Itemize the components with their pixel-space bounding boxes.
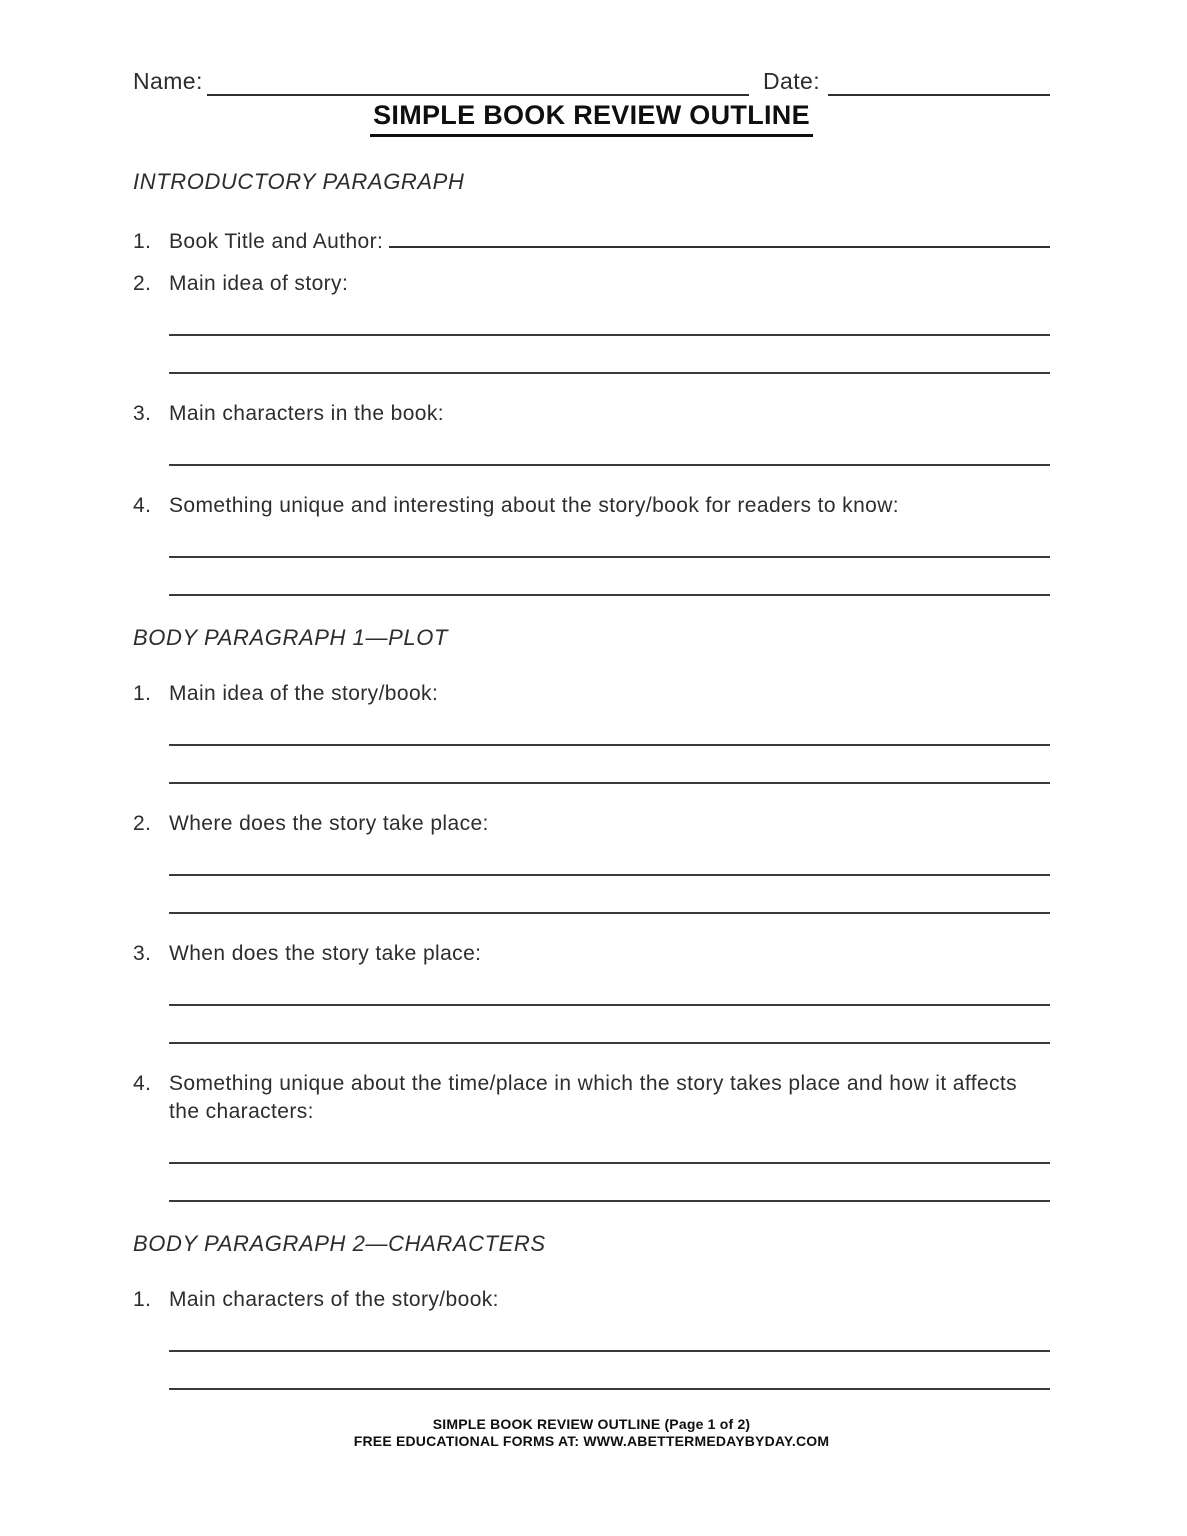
answer-blank-line (169, 1164, 1050, 1202)
form-item (133, 224, 1050, 256)
form-item (133, 400, 1050, 466)
item-number: 1. (133, 230, 152, 253)
item-number: 2. (133, 272, 152, 295)
answer-blank-line (169, 1006, 1050, 1044)
item-number: 2. (133, 812, 152, 835)
item-label: Main characters in the book: (169, 402, 445, 425)
item-label: Something unique and interesting about the story/book for readers to know: (169, 494, 900, 517)
answer-blank-line (169, 298, 1050, 336)
footer-title: SIMPLE BOOK REVIEW OUTLINE (Page 1 of 2) (432, 1416, 751, 1432)
answer-blank-line (389, 224, 1050, 248)
answer-blank-line (169, 558, 1050, 596)
item-number: 1. (133, 682, 152, 705)
item-number: 3. (133, 942, 152, 965)
form-item (133, 270, 1050, 374)
section-items (133, 680, 1050, 1202)
date-label: Date: (763, 68, 820, 94)
answer-lines (169, 520, 1050, 596)
answer-lines (169, 428, 1050, 466)
date-blank-line (828, 70, 1050, 96)
item-label: Main idea of story: (169, 272, 349, 295)
item-label: Main characters of the story/book: (169, 1288, 499, 1311)
name-date-row (133, 66, 1050, 96)
answer-blank-line (169, 838, 1050, 876)
answer-lines (169, 838, 1050, 914)
answer-blank-line (169, 428, 1050, 466)
answer-blank-line (169, 1126, 1050, 1164)
section-body-paragraph-2-characters (133, 1230, 1050, 1390)
answer-blank-line (169, 876, 1050, 914)
answer-lines (169, 708, 1050, 784)
page-title: SIMPLE BOOK REVIEW OUTLINE (370, 100, 813, 137)
answer-lines (169, 1126, 1050, 1202)
item-label: When does the story take place: (169, 942, 482, 965)
answer-blank-line (169, 520, 1050, 558)
item-label: Where does the story take place: (169, 812, 489, 835)
answer-lines (169, 1314, 1050, 1390)
name-blank-line (207, 70, 749, 96)
section-items (133, 224, 1050, 596)
section-heading: BODY PARAGRAPH 1—PLOT (133, 625, 448, 650)
form-item (133, 1286, 1050, 1390)
answer-blank-line (169, 1352, 1050, 1390)
section-heading: BODY PARAGRAPH 2—CHARACTERS (133, 1231, 546, 1256)
answer-blank-line (169, 336, 1050, 374)
title-row (133, 100, 1050, 140)
item-number: 3. (133, 402, 152, 425)
answer-blank-line (169, 746, 1050, 784)
section-heading: INTRODUCTORY PARAGRAPH (133, 169, 465, 194)
section-items (133, 1286, 1050, 1390)
answer-blank-line (169, 1314, 1050, 1352)
answer-lines (169, 968, 1050, 1044)
item-label: Something unique about the time/place in which the story takes place and how it affects the characters: (169, 1072, 1018, 1123)
form-item (133, 492, 1050, 596)
form-item (133, 680, 1050, 784)
answer-blank-line (169, 968, 1050, 1006)
item-number: 4. (133, 494, 152, 517)
item-label: Main idea of the story/book: (169, 682, 439, 705)
name-label: Name: (133, 68, 203, 94)
answer-lines (169, 298, 1050, 374)
section-introductory-paragraph (133, 168, 1050, 596)
answer-blank-line (169, 708, 1050, 746)
item-label: Book Title and Author: (169, 230, 384, 253)
form-item (133, 940, 1050, 1044)
form-item (133, 810, 1050, 914)
item-number: 1. (133, 1288, 152, 1311)
item-number: 4. (133, 1072, 152, 1095)
form-item (133, 1070, 1050, 1202)
section-body-paragraph-1-plot (133, 624, 1050, 1202)
page-footer (133, 1416, 1050, 1450)
footer-source: FREE EDUCATIONAL FORMS AT: WWW.ABETTERMEDAYBYDAY.COM (353, 1433, 830, 1449)
